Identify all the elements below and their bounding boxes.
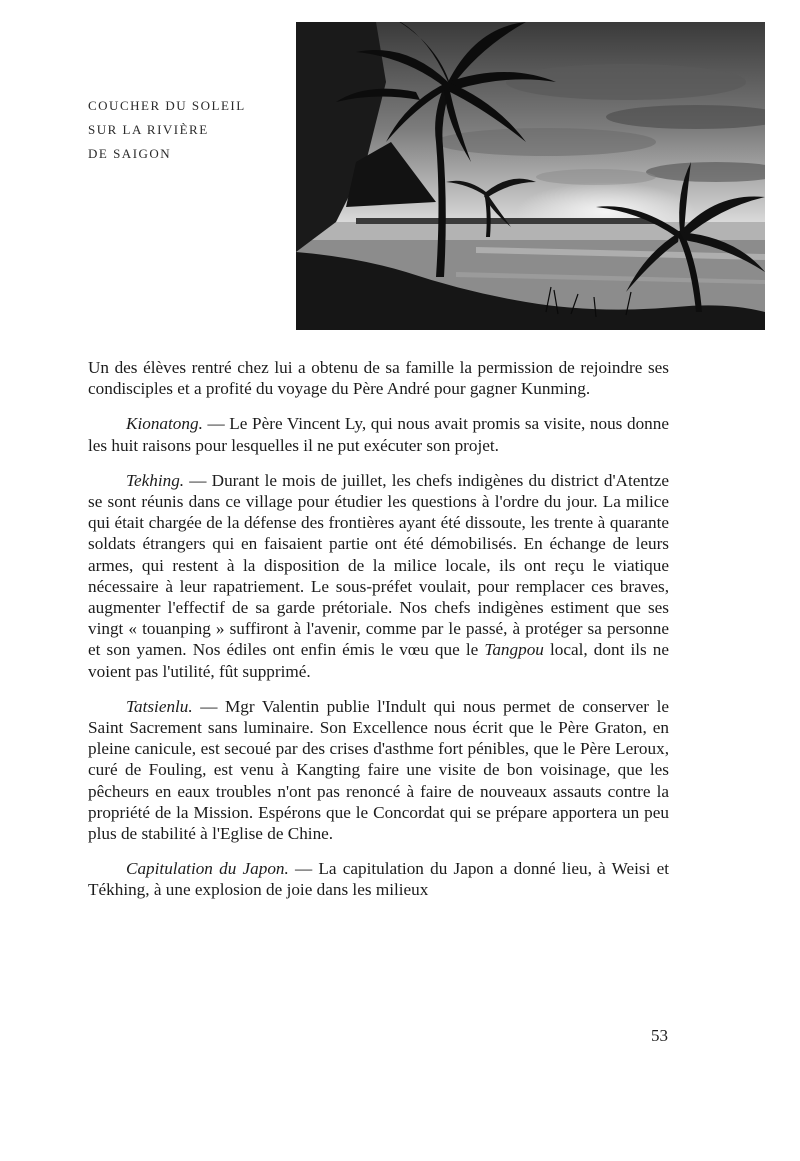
paragraph-tekhing: Tekhing. — Durant le mois de juillet, les chefs indigènes du district d'Atentze se sont réunis dans ce village pour étudier les questions à l'ordre du jour. La milice qui était chargée de la défense des frontières ayant été dissoute, les trente à quarante soldats étrangers qui en faisaient partie ont été démobilisés. En échange de leurs armes, qui restent à la disposition de la milice locale, ils ont reçu le viatique nécessaire à leur rapatriement. Le sous-préfet voulait, pour remplacer ces braves, augmenter l'effectif de sa garde prétoriale. Nos chefs indigènes estiment que ses vingt « touanping » suffiront à l'avenir, comme par le passé, à protéger sa personne et son yamen. Nos édiles ont enfin émis le vœu que le Tangpou local, dont ils ne voient pas l'utilité, fût supprimé. — [88, 470, 670, 681]
paragraph-capitulation: Capitulation du Japon. — La capitulation du Japon a donné lieu, à Weisi et Tékhing, à une explosion de joie dans les milieux — [88, 859, 670, 900]
paragraph-kionatong: Kionatong. — Le Père Vincent Ly, qui nous avait promis sa visite, nous donne les huit raisons pour lesquelles il ne put exécuter son projet. — [88, 414, 669, 455]
paragraph-lead: Tatsienlu. — [126, 696, 193, 716]
caption-line: SUR LA RIVIÈRE — [88, 122, 209, 137]
paragraph-lead: Capitulation du Japon. — [126, 859, 289, 879]
paragraph-lead: Kionatong. — [126, 414, 203, 434]
paragraph-lead: Tekhing. — [126, 470, 185, 490]
caption-line: DE SAIGON — [88, 146, 172, 161]
sunset-photo-image — [296, 22, 765, 330]
page-number: 53 — [651, 1026, 668, 1045]
paragraph-tatsienlu: Tatsienlu. — Mgr Valentin publie l'Indult qui nous permet de conserver le Saint Sacrement sans luminaire. Son Excellence nous écrit que le Père Graton, en pleine canicule, est secoué par des crises d'asthme fort pénibles, que le Père Leroux, curé de Fouling, est venu à Kangting faire une visite de bon voisinage, que les pêcheurs en eaux troubles n'ont pas renoncé à faire de nouveaux assauts contre la propriété de la Mission. Espérons que le Concordat qui se prépare apportera un peu plus de stabilité à l'Eglise de Chine. — [88, 696, 669, 844]
sunset-photo — [296, 22, 765, 330]
paragraph-intro: Un des élèves rentré chez lui a obtenu de sa famille la permission de rejoindre ses condisciples et a profité du voyage du Père André pour gagner Kunming. — [88, 358, 669, 399]
italic-term: Tangpou — [484, 640, 544, 660]
article-body — [88, 357, 669, 901]
caption-line: COUCHER DU SOLEIL — [88, 98, 246, 113]
photo-caption — [88, 94, 246, 166]
